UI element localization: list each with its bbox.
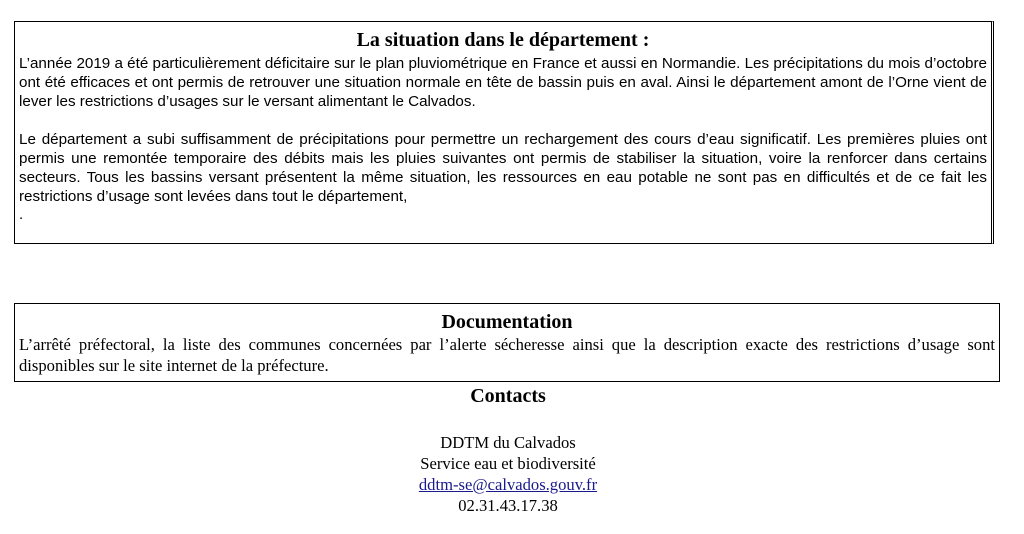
documentation-title: Documentation bbox=[441, 311, 573, 333]
documentation-section bbox=[14, 303, 1000, 382]
contacts-title: Contacts bbox=[470, 385, 546, 407]
contact-organization: DDTM du Calvados bbox=[440, 433, 576, 452]
situation-section bbox=[14, 21, 994, 244]
situation-paragraph-2: Le département a subi suffisamment de précipitations pour permettre un rechargement des cours d’eau significatif. Les premières pluies ont permis une remontée temporaire des débits mais les pluies suivantes ont permis de stabiliser la situation, voire la renforcer dans certains secteurs. Tous les bassins versant présentent la même situation, les ressources en eau potable ne sont pas en difficultés et de ce fait les restrictions d’usage sont levées dans tout le département, bbox=[19, 131, 987, 205]
contact-email-line bbox=[0, 474, 1016, 495]
documentation-text: L’arrêté préfectoral, la liste des communes concernées par l’alerte sécheresse ainsi que la description exacte des restrictions d’usage sont disponibles sur le site internet de la préfecture. bbox=[19, 335, 995, 375]
contacts-section bbox=[0, 384, 1016, 516]
contact-service: Service eau et biodiversité bbox=[420, 454, 596, 473]
contact-phone: 02.31.43.17.38 bbox=[458, 496, 558, 515]
contact-email-link[interactable]: ddtm-se@calvados.gouv.fr bbox=[418, 475, 598, 494]
situation-trailing-dot: . bbox=[19, 206, 24, 223]
situation-title: La situation dans le département : bbox=[356, 29, 650, 51]
situation-paragraph-1: L’année 2019 a été particulièrement déficitaire sur le plan pluviométrique en France et aussi en Normandie. Les précipitations du mois d’octobre ont été efficaces et ont permis de retrouver une situation normale en tête de bassin puis en aval. Ainsi le département amont de l’Orne vient de lever les restrictions d’usages sur le versant alimentant le Calvados. bbox=[19, 55, 987, 110]
